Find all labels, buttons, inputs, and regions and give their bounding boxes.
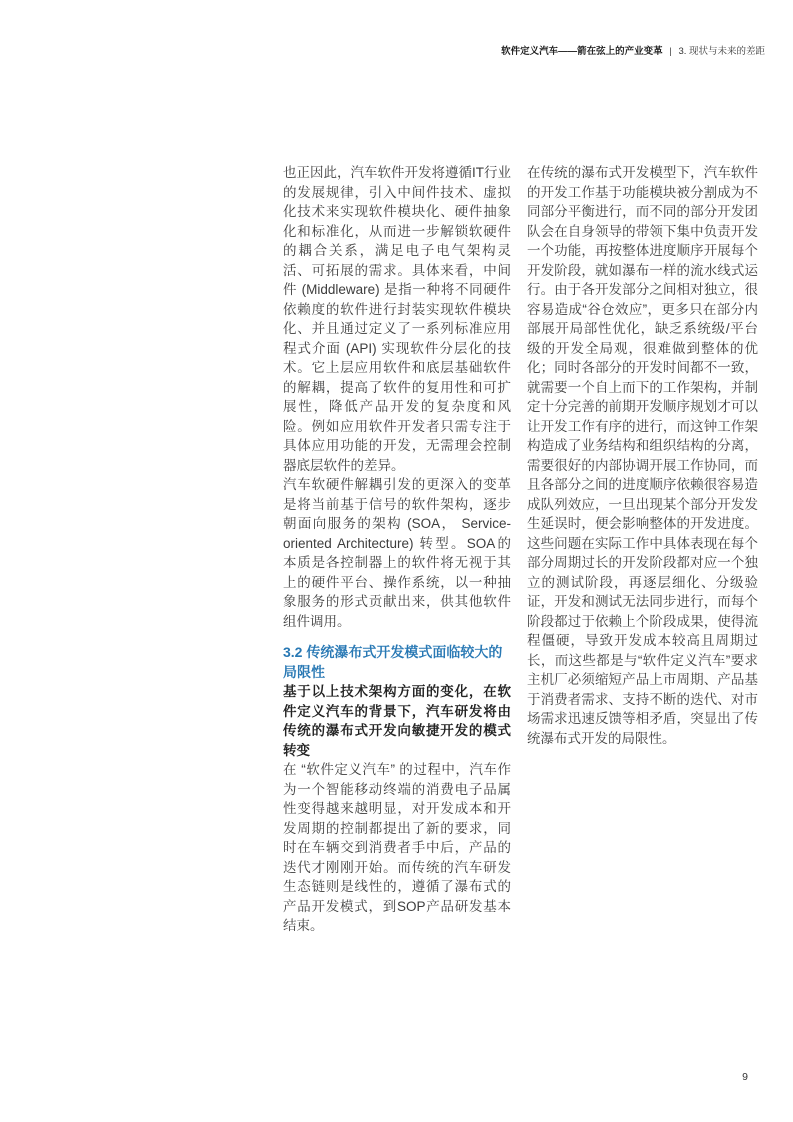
paragraph-middleware: 也正因此，汽车软件开发将遵循IT行业的发展规律，引入中间件技术、虚拟化技术来实现软件模块化、硬件抽象化和标准化，从而进一步解锁软硬件的耦合关系，满足电子电气架构灵活、可拓展的需求。具体来看，中间件 (Middleware) 是指一种将不同硬件依赖度的软件进行封装实现软件模块化、并且通过定义了一系列标准应用程式介面 (API) 实现软件分层化的技术。它上层应用软件和底层基础软件的解耦，提高了软件的复用性和可扩展性，降低产品开发的复杂度和风险。例如应用软件开发者只需专注于具体应用功能的开发，无需理会控制器底层软件的差异。 bbox=[283, 165, 511, 473]
paragraph-waterfall-model: 在传统的瀑布式开发模型下，汽车软件的开发工作基于功能模块被分割成为不同部分平衡进行，而不同的部分开发团队会在自身领导的带领下集中负责开发一个功能，再按整体进度顺序开展每个开发阶段，就如瀑布一样的流水线式运行。由于各开发部分之间相对独立，很容易造成“谷仓效应”，更多只在部分内部展开局部性优化，缺乏系统级/平台级的开发全局观，很难做到整体的优化；同时各部分的开发时间都不一致，就需要一个自上而下的工作架构，并制定十分完善的前期开发顺序规划才可以让开发工作有序的进行，而这钟工作架构造成了业务结构和组织结构的分离，需要很好的内部协调开展工作协同，而且各部分之间的进度顺序依赖很容易造成队列效应，一旦出现某个部分开发发生延误时，便会影响整体的开发进度。这些问题在实际工作中具体表现在每个部分周期过长的开发阶段都对应一个独立的测试阶段，再逐层细化、分级验证，开发和测试无法同步进行，而每个阶段都过于依赖上个阶段成果，使得流程僵硬，导致开发成本较高且周期过长，而这些都是与“软件定义汽车”要求主机厂必须缩短产品上市周期、产品基于消费者需求、支持不断的迭代、对市场需求迅速反馈等相矛盾，突显出了传统瀑布式开发的局限性。 bbox=[527, 165, 758, 746]
header-chapter-title: 3. 现状与未来的差距 bbox=[678, 46, 765, 57]
right-column bbox=[527, 163, 758, 748]
left-column bbox=[283, 163, 511, 936]
paragraph-soa: 汽车软硬件解耦引发的更深入的变革是将当前基于信号的软件架构，逐步朝面向服务的架构 (SOA， Service-oriented Architecture) 转型。SOA的本质是各控制器上的软件将无视于其上的硬件平台、操作系统，以一种抽象服务的形式贡献出来，供其他软件组件调用。 bbox=[283, 477, 511, 629]
page-number: 9 bbox=[742, 1071, 748, 1083]
header-doc-title: 软件定义汽车——箭在弦上的产业变革 bbox=[501, 46, 663, 57]
page-header bbox=[501, 45, 765, 58]
header-separator: | bbox=[669, 46, 672, 57]
paragraph-sdv-process: 在 “软件定义汽车” 的过程中，汽车作为一个智能移动终端的消费电子品属性变得越来越明显，对开发成本和开发周期的控制都提出了新的要求，同时在车辆交到消费者手中后，产品的迭代才刚刚开始。而传统的汽车研发生态链则是线性的，遵循了瀑布式的产品开发模式，到SOP产品研发基本结束。 bbox=[283, 762, 511, 933]
paragraph-bold-lead: 基于以上技术架构方面的变化，在软件定义汽车的背景下，汽车研发将由传统的瀑布式开发向敏捷开发的模式转变 bbox=[283, 684, 511, 758]
section-heading-3-2: 3.2 传统瀑布式开发模式面临较大的局限性 bbox=[283, 644, 503, 680]
